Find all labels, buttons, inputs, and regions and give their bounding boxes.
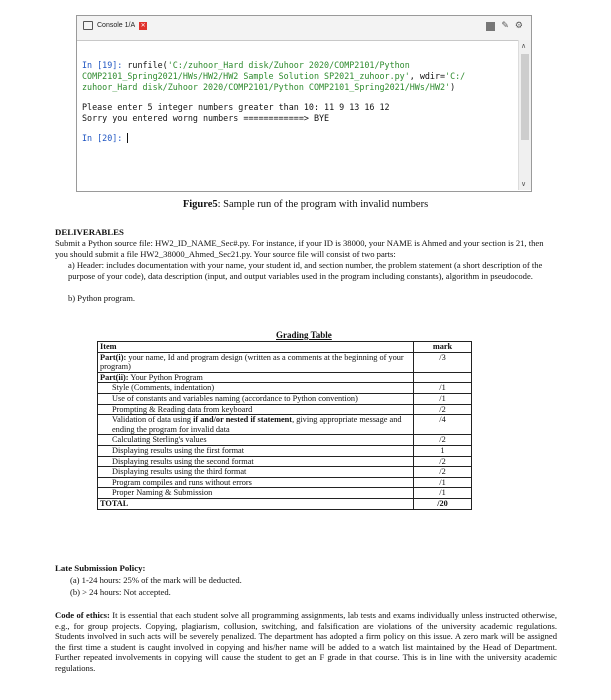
column-header-item: Item	[98, 342, 414, 353]
grading-table	[97, 341, 472, 510]
column-header-mark: mark	[414, 342, 472, 353]
item-cell: Calculating Sterling's values	[98, 435, 414, 446]
total-mark-cell: /20	[414, 498, 472, 509]
table-header-row	[98, 342, 472, 353]
code-of-ethics-paragraph: Code of ethics: It is essential that each student solve all programming assignments, lab tests and exams individually unless instructed otherwise, e.g., for group projects. Copying, plagiarism, collusion, switching, and falsification are violations of the university academic regulations. Students involved in such acts will be severely penalized. The department has adopted a firm policy on this issue. A zero mark will be assigned the first time a student is caught involved in copying and his/her name will be added to a watch list maintained by the Head of Department. Further repeated involvements in copying will cause the student to get an F grade in that course. This is in line with the university academic regulations.	[55, 610, 558, 673]
deliverables-text: Submit a Python source file: HW2_ID_NAME_Sec#.py. For instance, if your ID is 38000, your NAME is Ahmed and your section is 21, then you should submit a file HW2_38000_Ahmed_Sec21.py. Your source file will consist of two parts:	[55, 238, 544, 259]
mark-cell: /4	[414, 415, 472, 435]
item-cell: Displaying results using the third format	[98, 467, 414, 478]
console-prompt: In [20]:	[82, 133, 123, 143]
item-cell: Program compiles and runs without errors	[98, 477, 414, 488]
console-prompt: In [19]:	[82, 60, 123, 70]
mark-cell: 1	[414, 445, 472, 456]
table-row	[98, 372, 472, 383]
mark-cell: /1	[414, 393, 472, 404]
console-run-line-3: zuhoor_Hard disk/Zuhoor 2020/COMP2101/Python COMP2101_Spring2021/HWs/HW2')	[82, 82, 456, 92]
table-row	[98, 467, 472, 478]
gear-icon[interactable]: ⚙	[514, 21, 523, 31]
table-row	[98, 352, 472, 372]
item-cell: Displaying results using the first format	[98, 445, 414, 456]
item-cell: Validation of data using if and/or nested if statement, giving appropriate message and ending the program for invalid data	[98, 415, 414, 435]
mark-cell: /2	[414, 404, 472, 415]
table-row	[98, 456, 472, 467]
console-toolbar	[486, 22, 523, 31]
figure-caption: Figure5: Sample run of the program with invalid numbers	[182, 199, 429, 210]
late-policy-item-a: (a) 1-24 hours: 25% of the mark will be deducted.	[70, 575, 242, 585]
edit-icon[interactable]: ✎	[501, 21, 509, 31]
table-row	[98, 404, 472, 415]
grading-table-title: Grading Table	[276, 330, 332, 340]
mark-cell: /1	[414, 488, 472, 499]
table-total-row	[98, 498, 472, 509]
late-policy-heading: Late Submission Policy:	[55, 563, 146, 573]
item-cell: Proper Naming & Submission	[98, 488, 414, 499]
console-run-line-2: COMP2101_Spring2021/HWs/HW2/HW2 Sample Solution SP2021_zuhoor.py', wdir='C:/	[82, 71, 466, 81]
console-panel	[76, 15, 532, 192]
console-run-line-1: In [19]: runfile('C:/zuhoor_Hard disk/Zuhoor 2020/COMP2101/Python	[82, 60, 410, 70]
scrollbar-thumb[interactable]	[521, 54, 529, 140]
console-tab[interactable]	[83, 21, 147, 30]
mark-cell: /2	[414, 467, 472, 478]
table-row	[98, 393, 472, 404]
deliverables-heading: DELIVERABLES	[55, 227, 124, 237]
item-cell: Prompting & Reading data from keyboard	[98, 404, 414, 415]
text-cursor	[127, 133, 128, 143]
total-label-cell: TOTAL	[98, 498, 414, 509]
table-row	[98, 415, 472, 435]
stop-icon[interactable]	[486, 22, 495, 31]
deliverables-item-a: a) Header: includes documentation with your name, your student id, and section number, the problem statement (a short description of the purpose of your code), data description (input, and output variables used in the program including constants), algorithm in pseudocode.	[68, 260, 543, 281]
console-tab-bar	[77, 16, 531, 41]
item-cell: Part(ii): Your Python Program	[98, 372, 414, 383]
table-row	[98, 435, 472, 446]
table-row	[98, 477, 472, 488]
item-cell: Displaying results using the second format	[98, 456, 414, 467]
item-cell: Style (Comments, indentation)	[98, 383, 414, 394]
console-next-prompt-line[interactable]	[82, 133, 512, 144]
mark-cell: /1	[414, 477, 472, 488]
console-error-line: Sorry you entered worng numbers ============> BYE	[82, 113, 330, 123]
mark-cell: /1	[414, 383, 472, 394]
chevron-up-icon[interactable]: ∧	[521, 42, 527, 50]
mark-cell	[414, 372, 472, 383]
item-cell: Use of constants and variables naming (accordance to Python convention)	[98, 393, 414, 404]
table-row	[98, 488, 472, 499]
console-scrollbar[interactable]	[518, 40, 531, 190]
console-icon	[83, 21, 93, 30]
deliverables-item-b: b) Python program.	[68, 293, 136, 303]
console-output	[82, 60, 512, 144]
item-cell: Part(i): your name, Id and program design (written as a comments at the beginning of your program)	[98, 352, 414, 372]
mark-cell: /2	[414, 456, 472, 467]
table-row	[98, 445, 472, 456]
console-tab-label: Console 1/A	[97, 22, 136, 29]
mark-cell: /3	[414, 352, 472, 372]
table-row	[98, 383, 472, 394]
console-input-line: Please enter 5 integer numbers greater than 10: 11 9 13 16 12	[82, 102, 390, 112]
mark-cell: /2	[414, 435, 472, 446]
code-of-ethics-label: Code of ethics:	[55, 610, 110, 620]
late-policy-item-b: (b) > 24 hours: Not accepted.	[70, 587, 171, 597]
chevron-down-icon[interactable]: ∨	[521, 180, 527, 188]
close-icon[interactable]: ✕	[140, 22, 146, 29]
